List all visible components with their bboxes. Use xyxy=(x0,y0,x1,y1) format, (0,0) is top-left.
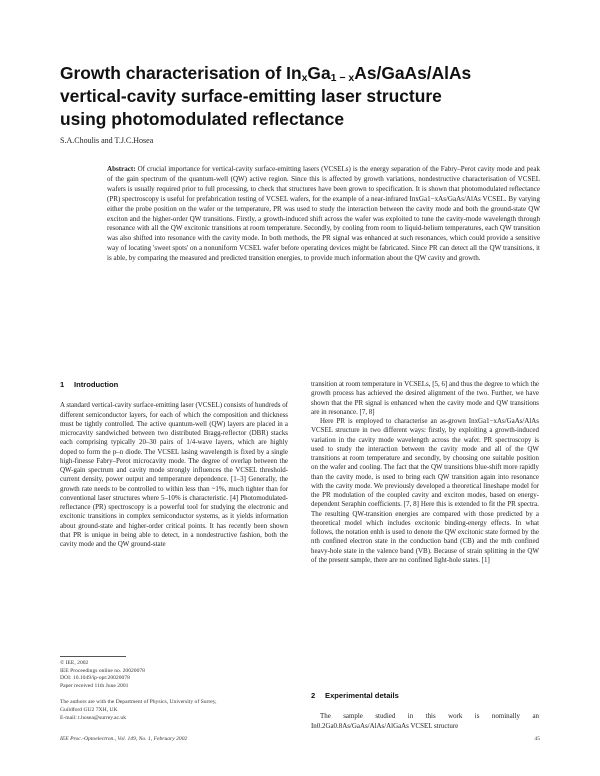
footnote-online-no: IEE Proceedings online no. 20020078 xyxy=(60,667,145,674)
journal-citation: IEE Proc.-Optoelectron., Vol. 149, No. 1, February 2002 xyxy=(60,736,188,742)
footnote-affiliation: The authors are with the Department of Physics, University of Surrey, xyxy=(60,699,217,706)
footnotes xyxy=(60,660,288,722)
abstract-text: Of crucial importance for vertical-cavity surface-emitting lasers (VCSELs) is the energy separation of the Fabry–Perot cavity mode and peak of the gain spectrum of the quantum-well (QW) active region. Since this is affected by growth variations, nondestructive characterisation of VCSEL wafers is usually required prior to full processing, to check that structures have been grown to specification. It is shown that photomodulated reflectance (PR) spectroscopy is useful for prefabrication testing of VCSEL wafers, for the example of a near-infrared InxGa1−xAs/GaAs/AlAs VCSEL. By varying either the probe position on the wafer or the temperature, PR was used to study the interaction between the cavity mode and both the ground-state QW exciton and the higher-order QW transitions. Firstly, a growth-induced shift across the wafer was exploited to tune the cavity-mode wavelength through resonance with all the QW excitonic transitions at room temperature. Secondly, by cooling from room to liquid-helium temperatures, each QW transition was also shifted into resonance with the cavity mode. In both methods, the PR signal was enhanced at such resonances, which could provide a sensitive way of locating 'sweet spots' on a nonuniform VCSEL wafer before operating devices might be fabricated. Since PR can detect all the QW transitions, it is able, by comparing the measured and predicted transition energies, to provide much information about the QW cavity and growth. xyxy=(107,165,540,263)
footnote-doi: DOI: 10.1049/ip-opt:20020078 xyxy=(60,675,130,682)
section-heading-experimental: 2 Experimental details xyxy=(311,691,399,700)
section-heading-introduction: 1 Introduction xyxy=(60,380,119,389)
page-number: 45 xyxy=(534,736,540,742)
page-footer xyxy=(60,736,540,742)
footnote-email: E-mail: t.hosea@surrey.ac.uk xyxy=(60,714,126,721)
experimental-paragraph: The sample studied in this work is nominally an In0.2Ga0.8As/GaAs/AlAs/AlGaAs VCSEL structure xyxy=(311,712,539,730)
footnote-rule xyxy=(60,656,126,657)
footnote-copyright: © IEE, 2002 xyxy=(60,660,89,666)
author-list: S.A.Choulis and T.J.C.Hosea xyxy=(60,136,154,145)
abstract-label: Abstract: xyxy=(107,165,136,173)
title-line-3: using photomodulated reflectance xyxy=(60,108,345,129)
right-column xyxy=(311,380,539,565)
right-paragraph-2: Here PR is employed to characterise an as-grown InxGa1−xAs/GaAs/AlAs VCSEL structure in two different ways: firstly, by exploiting a growth-induced variation in the cavity mode wavelength across the wafer. PR spectroscopy is used to study the interaction between the cavity mode and all of the QW transitions at room temperature and secondly, by choosing one suitable position on the wafer and cooling. The fact that the QW transitions blue-shift more rapidly than the cavity mode, is used to bring each QW transition again into resonance with the cavity mode. We previously developed a theoretical lineshape model for the PR modulation of the coupled cavity and exciton modes, based on energy-dependent Seraphin coefficients. [7, 8] Here this is extended to fit the PR spectra. The resulting QW-transition energies are compared with those predicted by a theoretical model which includes excitonic binding-energy effects. In what follows, the notation enhh is used to denote the QW excitonic state formed by the nth confined electron state in the conduction band (CB) and the mth confined heavy-hole state in the valence band (VB). Because of strain splitting in the QW of the present sample, there are no confined light-hole states. [1] xyxy=(311,417,539,564)
footnote-received: Paper received 11th June 2001 xyxy=(60,682,129,689)
footnote-address: Guildford GU2 7XH, UK xyxy=(60,706,118,713)
intro-paragraph: A standard vertical-cavity surface-emitting laser (VCSEL) consists of hundreds of different semiconductor layers, for each of which the composition and thickness must be tightly controlled. The active quantum-well (QW) layers are placed in a microcavity sandwiched between two distributed Bragg-reflector (DBR) stacks each comprising typically 20–30 pairs of 1/4-wave layers, which are highly doped to form the p–n diode. The VCSEL lasing wavelength is fixed by a single high-finesse Fabry–Perot microcavity mode. The degree of overlap between the QW-gain spectrum and cavity mode strongly influences the VCSEL threshold-current density, power output and temperature dependence. [1–3] Generally, the growth rate needs to be controlled to within less than ~1%, much tighter than for conventional laser structures where 5–10% is characteristic. [4] Photomodulated-reflectance (PR) spectroscopy is a powerful tool for studying the electronic and excitonic transitions in complex semiconductor systems, as it yields information about ground-state and higher-order critical points. It has recently been shown that PR is unique in being able to detect, in a nondestructive fashion, both the cavity mode and the QW ground-state xyxy=(60,401,288,548)
paper-title xyxy=(60,62,530,131)
experimental-section xyxy=(311,691,539,731)
right-paragraph-1: transition at room temperature in VCSELs, [5, 6] and thus the degree to which the growth process has achieved the desired alignment of the two. Further, we have shown that the PR signal is enhanced when the cavity mode and QW transitions are in resonance. [7, 8] xyxy=(311,380,539,416)
left-column xyxy=(60,380,288,549)
abstract xyxy=(107,165,540,264)
title-line-2: vertical-cavity surface-emitting laser structure xyxy=(60,85,442,106)
title-line-1: Growth characterisation of $In_xGa_{1 - x}As/GaAs$/AlAs xyxy=(60,62,472,84)
